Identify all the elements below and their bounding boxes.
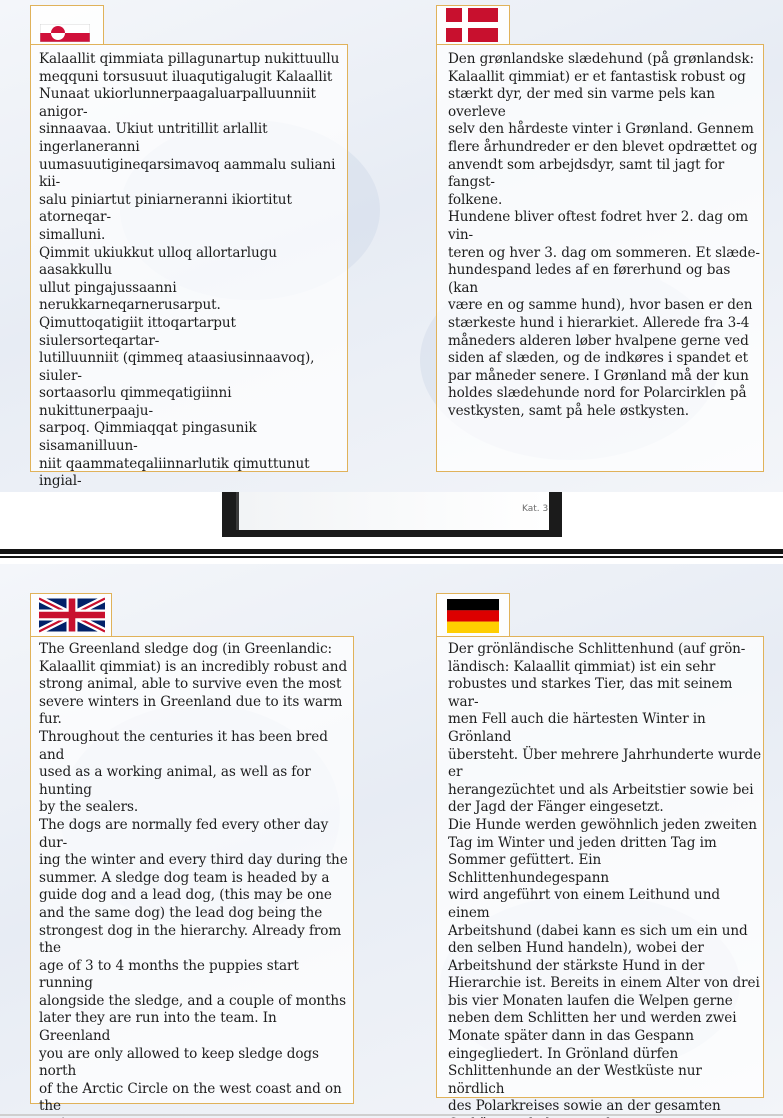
german-text: Der grönländische Schlittenhund (auf grön- ländisch: Kalaallit qimmiat) ist ein sehr robustes und starkes Tier, das mit seinem war- men Fell auch die härtesten Winter in Grönland übersteht. Über mehrere Jahrhunderte wurde er herangezüchtet und als Arbeitstier sowie bei der Jagd der Fänger eingesetzt. Die Hunde werden gewöhnlich jeden zweiten Tag im Winter und jeden dritten Tag im Sommer gefüttert. Ein Schlittenhundegespann wird angeführt von einem Leithund und einem Arbeitshund (dabei kann es sich um ein und den selben Hund handeln), wobei der Arbeitshund der stärkste Hund in der Hierarchie ist. Bereits in einem Alter von drei bis vier Monaten laufen die Welpen gerne neben dem Schlitten her und werden zwei Monate später dann in das Gespann eingegliedert. In Grönland dürfen Schlittenhunde an der Westküste nur nördlich des Polarkreises sowie an der gesamten — [448, 641, 762, 1115]
divider-line — [0, 549, 783, 554]
greenland-flag-icon — [40, 24, 90, 42]
bottom-page — [0, 564, 783, 1118]
danish-text: Den grønlandske slædehund (på grønlandsk: Kalaallit qimmiat) er et fantastisk robust og stærkt dyr, der med sin varme pels kan overleve selv den hårdeste vinter i Grønland. Gennem flere århundreder er den blevet opdrættet og anvendt som arbejdsdyr, samt til jagt for fangst- folkene. Hundene bliver oftest fodret hver 2. dag om vin- teren og hver 3. dag om sommeren. Et slæde- hundespand ledes af en førerhund og bas (kan være en og samme hund), hvor basen er den stærkeste hund i hierarkiet. Allerede fra 3-4 måneders alderen løber hvalpene gerne ved siden af slæden, og de indkøres i spandet et par måneder senere. I Grønland må der kun holdes slædehunde nord for Polarcirklen på vestkysten, samt på hele østkysten. — [448, 51, 760, 419]
english-text: The Greenland sledge dog (in Greenlandic: Kalaallit qimmiat) is an incredibly robust and strong animal, able to survive even the most severe winters in Greenland due to its warm fur. Throughout the centuries it has been bred and used as a working animal, as well as for hunting by the sealers. The dogs are normally fed every other day dur- ing the winter and every third day during the summer. A sledge dog team is headed by a guide dog and a lead dog, (this may be one and the same dog) the lead dog being the strongest dog in the hierarchy. Already from the age of 3 to 4 months the puppies start running alongside the sledge, and a couple of months later they are run into the team. In Greenland you are only allowed to keep sledge dogs north of the Arctic Circle on the west coast and on the — [39, 641, 348, 1115]
divider-line-thin — [0, 556, 783, 558]
greenlandic-text: Kalaallit qimmiata pillagunartup nukittuullu meqquni torsusuut iluaqutigalugit Kalaallit Nunaat ukiorlunnerpaagaluarpalluunniit anigor- sinnaavaa. Ukiut untritillit arlallit ingerlaneranni uumasuutigineqarsimavoq aammalu suliani kii- salu piniartut piniarneranni ikiortitut atorneqar- simalluni. Qimmit ukiukkut ulloq allortarlugu aasakkullu ullut pingajussaanni nerukkarneqarnerusarput. Qimuttoqatigiit ittoqartarput siulersorteqartar- lutilluunniit (qimmeq ataasiusinnaavoq), siuler- sortaasorlu qimmeqatigiinni nukittunerpaaju- sarpoq. Qimmiaqqat pingasunik sisamanilluun- niit qaammateqaliinnarlutik qimuttunut ingial- — [39, 51, 340, 490]
uk-flag-icon — [39, 597, 105, 633]
handwritten-note: Kat. 3 — [522, 504, 549, 514]
top-page — [0, 0, 783, 492]
germany-flag-icon — [447, 599, 499, 633]
denmark-flag-icon — [446, 8, 498, 42]
bottom-edge-line — [0, 1114, 783, 1116]
scan-paper-strip — [236, 492, 549, 530]
